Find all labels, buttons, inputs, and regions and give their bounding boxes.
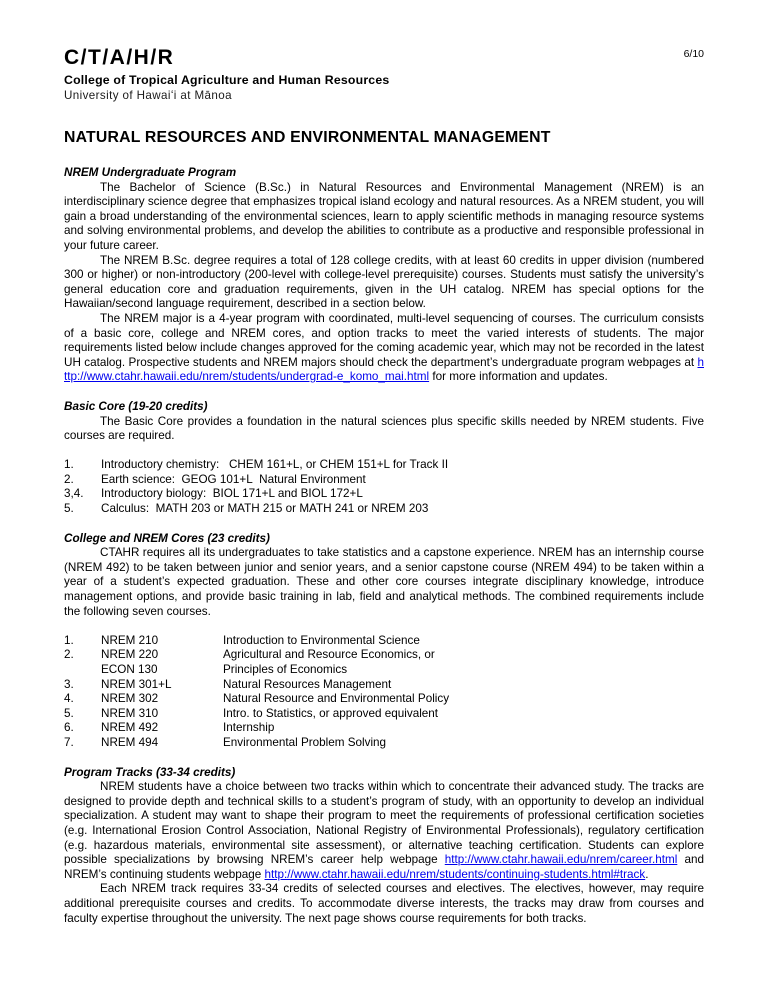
university-name: University of Hawaiʻi at Mānoa (64, 89, 232, 102)
list-item-text: Calculus: MATH 203 or MATH 215 or MATH 241 or NREM 203 (101, 502, 429, 516)
paragraph-undergrad-2: The NREM B.Sc. degree requires a total of 128 college credits, with at least 60 credits in upper division (numbered 300 or higher) or non-introductory (200-level with college-level prerequisite) courses. Students must satisfy the university’s general education core and graduation requirements, given in the UH catalog. NREM has special options for the Hawaiian/second language requirement, described in a section below. (64, 253, 704, 311)
course-code: NREM 310 (101, 706, 159, 720)
course-title: Natural Resource and Environmental Policy (223, 692, 450, 706)
course-number: 4. (64, 692, 74, 706)
course-row (64, 663, 704, 678)
list-item-number: 2. (64, 472, 74, 486)
paragraph-text: . (645, 867, 649, 881)
paragraph-text: NREM students have a choice between two tracks within which to concentrate their advanced study. The tracks are designed to provide depth and technical skills to a student’s program of study, with an opportunity to develop an individual specialization. A student may want to shape their program to meet the requirements of professional certification societies (e.g. International Erosion Control Association, National Registry of Environmental Professionals), regulatory certification (e.g. hazardous materials, environmental site assessment), or alternative teaching certification. Students can explore possible specializations by browsing NREM’s career help webpage (64, 780, 704, 867)
course-title: Environmental Problem Solving (223, 735, 387, 749)
list-item (64, 458, 704, 473)
course-code: NREM 492 (101, 721, 159, 735)
course-row (64, 707, 704, 722)
continuing-students-link[interactable]: http://www.ctahr.hawaii.edu/nrem/students/continuing-students.html#track (264, 867, 646, 881)
section-heading-college-nrem-cores: College and NREM Cores (23 credits) (64, 531, 270, 545)
course-row (64, 634, 704, 649)
course-row (64, 736, 704, 751)
career-help-link[interactable]: http://www.ctahr.hawaii.edu/nrem/career.html (444, 853, 678, 867)
course-code: NREM 210 (101, 633, 159, 647)
course-title: Agricultural and Resource Economics, or (223, 648, 435, 662)
basic-core-list (64, 458, 704, 516)
paragraph-text: and NREM’s continuing students webpage (64, 853, 704, 881)
course-title: Internship (223, 721, 275, 735)
course-title: Principles of Economics (223, 663, 348, 676)
course-row (64, 692, 704, 707)
course-number: 7. (64, 735, 74, 749)
list-item (64, 502, 704, 517)
course-number: 3. (64, 677, 74, 691)
paragraph-college-cores: CTAHR requires all its undergraduates to take statistics and a capstone experience. NREM has an internship course (NREM 492) to be taken between junior and senior years, and a senior capstone course (NREM 494) to be taken within a year of a student’s expected graduation. These and other core courses integrate disciplinary knowledge, introduce management options, and provide basic training in lab, field and analytical methods. The combined requirements include the following seven courses. (64, 546, 704, 618)
section-heading-program-tracks: Program Tracks (33-34 credits) (64, 765, 236, 779)
college-name: College of Tropical Agriculture and Human Resources (64, 73, 390, 87)
course-code: NREM 302 (101, 692, 159, 706)
paragraph-basic-core-intro: The Basic Core provides a foundation in the natural sciences plus specific skills needed by NREM students. Five courses are required. (64, 414, 704, 443)
course-code: ECON 130 (101, 663, 158, 676)
section-heading-undergraduate-program: NREM Undergraduate Program (64, 166, 237, 179)
course-title: Natural Resources Management (223, 677, 392, 691)
course-title: Intro. to Statistics, or approved equivalent (223, 706, 439, 720)
course-code: NREM 220 (101, 648, 159, 662)
paragraph-tracks-2: Each NREM track requires 33-34 credits of selected courses and electives. The electives, however, may require additional prerequisite courses and credits. To accommodate diverse interests, the tracks may draw from courses and faculty expertise throughout the university. The next page shows course requirements for both tracks. (64, 882, 704, 925)
document-header (64, 46, 704, 102)
course-number: 5. (64, 706, 74, 720)
course-list (64, 634, 704, 751)
page-date: 6/10 (683, 48, 704, 60)
list-item-text: Earth science: GEOG 101+L Natural Environment (101, 472, 366, 486)
paragraph-undergrad-3 (64, 312, 704, 385)
ctahr-logo: C/T/A/H/R (64, 46, 175, 69)
list-item (64, 473, 704, 488)
course-row (64, 648, 704, 663)
paragraph-text: The NREM major is a 4-year program with coordinated, multi-level sequencing of courses. The curriculum consists of a basic core, college and NREM cores, and option tracks to meet the varied interests of students. The major requirements listed below include changes approved for the coming academic year, which may not be recorded in the latest UH catalog. Prospective students and NREM majors should check the department’s undergraduate program webpages at (64, 311, 704, 369)
course-number (64, 663, 101, 678)
course-number: 1. (64, 633, 74, 647)
course-number: 2. (64, 648, 74, 662)
section-heading-basic-core: Basic Core (19-20 credits) (64, 399, 208, 413)
paragraph-text: for more information and updates. (429, 370, 608, 384)
course-number: 6. (64, 721, 74, 735)
course-code: NREM 301+L (101, 677, 172, 691)
course-code: NREM 494 (101, 735, 159, 749)
list-item-text: Introductory biology: BIOL 171+L and BIOL 172+L (101, 487, 363, 501)
paragraph-undergrad-1: The Bachelor of Science (B.Sc.) in Natural Resources and Environmental Management (NREM) is an interdisciplinary science degree that emphasizes tropical island ecology and natural resources. As a NREM student, you will gain a broad understanding of the environmental sciences, learn to apply scientific methods in managing resource systems and solving environmental problems, and develop the abilities to contribute as a productive and responsible professional in your future career. (64, 180, 704, 252)
document-title: NATURAL RESOURCES AND ENVIRONMENTAL MANAGEMENT (64, 129, 551, 146)
list-item-text: Introductory chemistry: CHEM 161+L, or CHEM 151+L for Track II (101, 458, 449, 472)
list-item (64, 487, 704, 502)
undergrad-webpage-link[interactable]: http://www.ctahr.hawaii.edu/nrem/students/undergrad-e_komo_mai.html (64, 355, 704, 384)
course-title: Introduction to Environmental Science (223, 633, 420, 647)
course-row (64, 721, 704, 736)
list-item-number: 1. (64, 458, 74, 472)
paragraph-tracks-1 (64, 780, 704, 882)
list-item-number: 3,4. (64, 487, 84, 501)
course-row (64, 678, 704, 693)
list-item-number: 5. (64, 502, 74, 516)
